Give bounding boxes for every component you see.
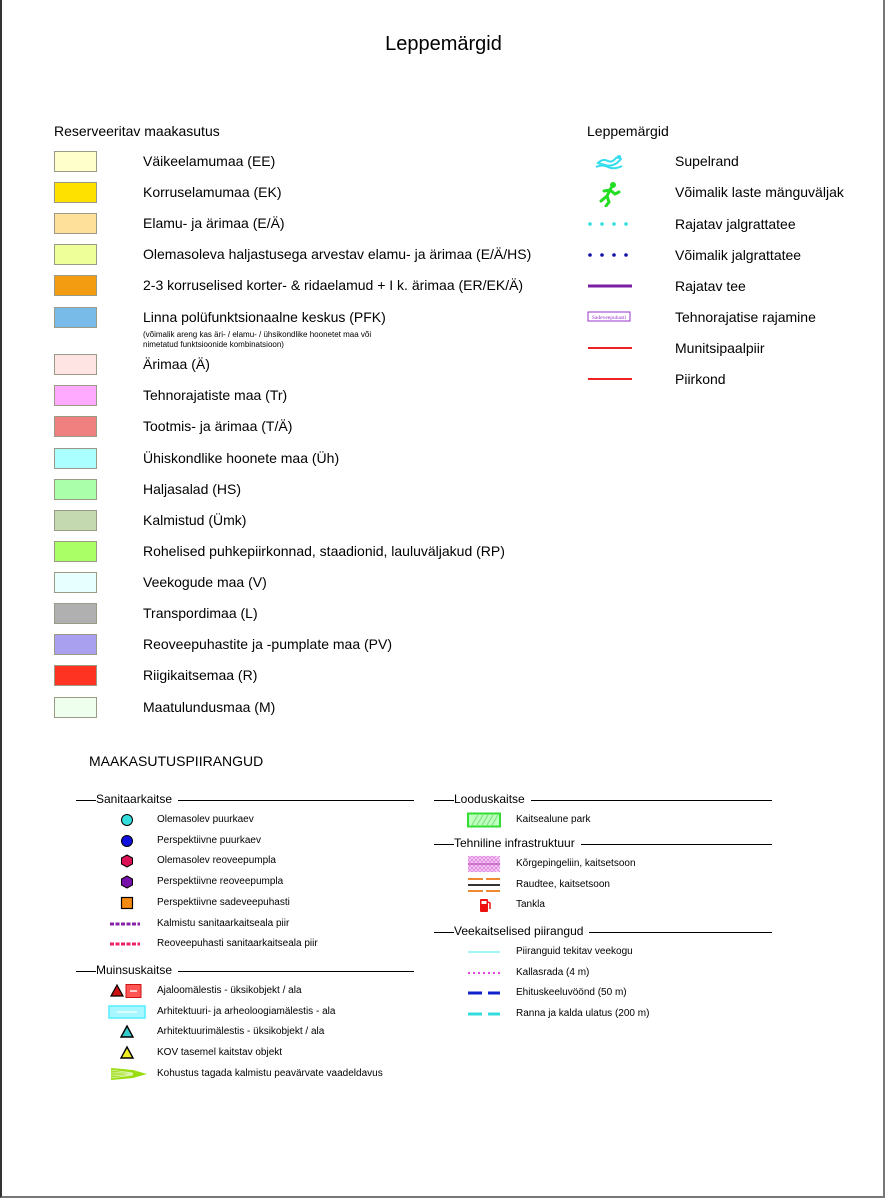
running-child-icon [586,181,632,203]
restriction-group-title: Sanitaarkaitse [96,792,178,806]
header-dash [434,932,448,933]
label-box-icon [586,306,632,328]
restriction-group-title: Muinsuskaitse [96,963,178,977]
color-swatch [54,572,97,593]
railway-icon [464,876,504,894]
land-use-label: Riigikaitsemaa (R) [143,667,258,683]
symbol-label: Rajatav tee [675,278,746,294]
triangle-and-hatched-box-icon [107,982,147,1000]
header-dash [76,800,90,801]
color-swatch [54,213,97,234]
land-use-label: Haljasalad (HS) [143,481,242,497]
restriction-label: Kõrgepingeliin, kaitsetsoon [516,858,636,869]
restriction-label: Reoveepuhasti sanitaarkaitseala piir [157,938,318,950]
hexagon-icon [107,852,147,870]
symbol-label: Supelrand [675,153,739,169]
crosshatch-box-icon [464,855,504,873]
header-dash [434,844,448,845]
symbol-label: Tehnorajatise rajamine [675,309,816,325]
restriction-group-title: Veekaitselised piirangud [454,924,589,938]
view-cone-icon [107,1065,147,1083]
circle-icon [107,832,147,850]
color-swatch [54,307,97,328]
symbol-label: Rajatav jalgrattatee [675,216,796,232]
color-swatch [54,151,97,172]
triangle-icon [107,1023,147,1041]
land-use-label: Rohelised puhkepiirkonnad, staadionid, lauluväljakud (RP) [143,543,505,559]
hatched-box-icon [464,811,504,829]
land-use-label: Maatulundusmaa (M) [143,699,276,715]
solid-line-icon [586,368,632,390]
land-use-label: 2-3 korruselised korter- & ridaelamud + I k. ärimaa (ER/EK/Ä) [143,277,524,293]
restriction-label: Ajaloomälestis - üksikobjekt / ala [157,985,302,996]
dotted-line-icon [586,244,632,266]
restriction-label: Kohustus tagada kalmistu peavärvate vaadeldavus [157,1067,383,1079]
restriction-group-title: Looduskaitse [454,792,531,806]
restriction-group-header [434,836,772,852]
land-use-label: Kalmistud (Ümk) [143,512,247,528]
fuel-pump-icon [464,896,504,914]
land-use-label: Olemasoleva haljastusega arvestav elamu- ja ärimaa (E/Ä/HS) [143,246,532,262]
dash-line-icon [464,1005,504,1023]
restriction-label: Olemasolev reoveepumpla [157,855,276,867]
color-swatch [54,244,97,265]
swimmer-icon [586,150,632,172]
color-swatch [54,603,97,624]
land-use-label: Ühiskondlike hoonete maa (Üh) [143,450,340,466]
symbols-heading: Leppemärgid [587,123,669,139]
square-icon [107,894,147,912]
land-use-label: Veekogude maa (V) [143,574,267,590]
restriction-label: Piiranguid tekitav veekogu [516,946,633,957]
restriction-label: Perspektiivne puurkaev [157,834,261,846]
color-swatch [54,182,97,203]
restriction-label: Arhitektuuri- ja arheoloogiamälestis - ala [157,1005,336,1017]
restriction-label: Kaitsealune park [516,814,591,825]
land-use-label: Elamu- ja ärimaa (E/Ä) [143,215,285,231]
color-swatch [54,634,97,655]
restriction-group-header [76,792,414,808]
land-use-label: Transpordimaa (L) [143,605,258,621]
restriction-label: Kallasrada (4 m) [516,966,590,978]
color-swatch [54,510,97,531]
restriction-group-header [76,963,414,979]
land-use-label: Tehnorajatiste maa (Tr) [143,387,288,403]
page-title: Leppemärgid [385,33,502,55]
restriction-group-title: Tehniline infrastruktuur [454,836,581,850]
circle-icon [107,811,147,829]
symbol-label: Munitsipaalpiir [675,340,765,356]
header-dash [76,971,90,972]
color-swatch [54,385,97,406]
header-dash [434,800,448,801]
restriction-label: Tankla [516,899,545,911]
color-swatch [54,665,97,686]
land-use-note: (võimalik areng kas äri- / elamu- / ühsikondlike hoonetet maa või nimetatud funktsioonide kombinatsioon) [143,330,372,349]
thin-line-icon [464,943,504,961]
color-swatch [54,448,97,469]
restriction-label: Ranna ja kalda ulatus (200 m) [516,1008,650,1020]
restriction-label: Olemasolev puurkaev [157,814,254,825]
color-swatch [54,541,97,562]
symbol-label: Võimalik laste mänguväljak [675,184,844,200]
dotted-line-icon [586,213,632,235]
hexagon-icon [107,873,147,891]
dashed-line-icon [107,935,147,953]
restriction-label: Perspektiivne sadeveepuhasti [157,896,290,908]
land-use-label: Linna polüfunktsionaalne keskus (PFK) [143,309,386,325]
restrictions-heading: MAAKASUTUSPIIRANGUD [89,753,264,769]
restriction-group-header [434,792,772,808]
land-use-label: Ärimaa (Ä) [143,356,210,372]
color-swatch [54,697,97,718]
restriction-label: KOV tasemel kaitstav objekt [157,1047,283,1059]
restriction-label: Perspektiivne reoveepumpla [157,876,284,888]
restriction-group-header [434,924,772,940]
restriction-label: Ehituskeeluvöönd (50 m) [516,987,627,999]
symbol-label: Piirkond [675,371,726,387]
color-swatch [54,275,97,296]
color-swatch [54,479,97,500]
dash-line-icon [464,984,504,1002]
hatched-box-icon [107,1003,147,1021]
svg-text:Sadeveepuhasti: Sadeveepuhasti [591,315,627,321]
color-swatch [54,416,97,437]
triangle-icon [107,1044,147,1062]
land-use-label: Väikeelamumaa (EE) [143,153,276,169]
land-use-label: Reoveepuhastite ja -pumplate maa (PV) [143,636,393,652]
land-use-label: Korruselamumaa (EK) [143,184,282,200]
color-swatch [54,354,97,375]
dotted-line-icon [464,964,504,982]
land-use-heading: Reserveeritav maakasutus [54,123,220,139]
restriction-label: Raudtee, kaitsetsoon [516,878,610,890]
restriction-label: Arhitektuurimälestis - üksikobjekt / ala [157,1026,325,1038]
land-use-label: Tootmis- ja ärimaa (T/Ä) [143,418,293,434]
solid-line-icon [586,337,632,359]
solid-line-icon [586,275,632,297]
restriction-label: Kalmistu sanitaarkaitseala piir [157,917,290,929]
symbol-label: Võimalik jalgrattatee [675,247,802,263]
dashed-line-icon [107,915,147,933]
